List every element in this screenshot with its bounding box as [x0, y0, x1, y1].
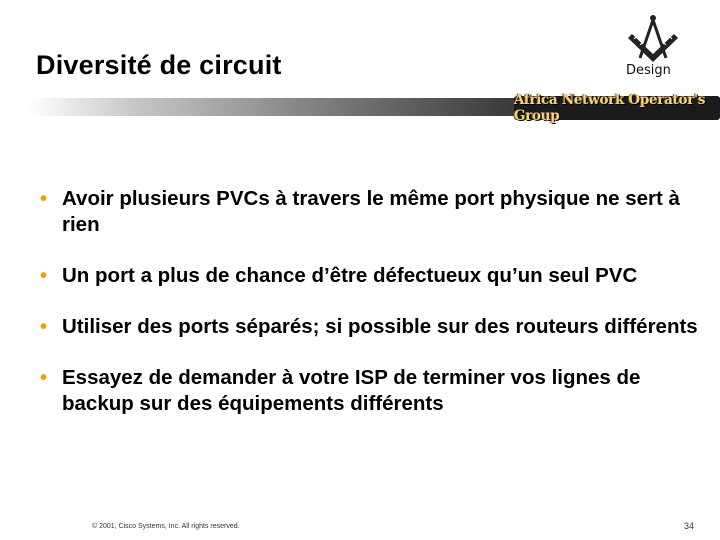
- bullet-list: [40, 186, 700, 442]
- bullet-text: Un port a plus de chance d’être défectueux qu’un seul PVC: [62, 264, 638, 287]
- copyright-footer: © 2001, Cisco Systems, Inc. All rights reserved.: [92, 523, 240, 530]
- bullet-text: Essayez de demander à votre ISP de terminer vos lignes de backup sur des équipements différents: [62, 366, 641, 415]
- bullet-dot: •: [40, 188, 48, 210]
- bullet-dot: •: [40, 316, 48, 338]
- bullet-item: [40, 263, 700, 289]
- bullet-text: Utiliser des ports séparés; si possible sur des routeurs différents: [62, 315, 698, 338]
- bullet-item: [40, 365, 700, 417]
- logo-label: Design: [626, 63, 671, 78]
- banner-text: Africa Network Operator's Group: [514, 92, 706, 124]
- page-number: 34: [684, 521, 695, 531]
- slide-title: Diversité de circuit: [36, 50, 282, 80]
- bullet-text: Avoir plusieurs PVCs à travers le même port physique ne sert à rien: [62, 187, 680, 236]
- afnog-banner: [514, 92, 720, 124]
- bullet-item: [40, 314, 700, 340]
- bullet-item: [40, 186, 700, 238]
- bullet-dot: •: [40, 367, 48, 389]
- bullet-dot: •: [40, 265, 48, 287]
